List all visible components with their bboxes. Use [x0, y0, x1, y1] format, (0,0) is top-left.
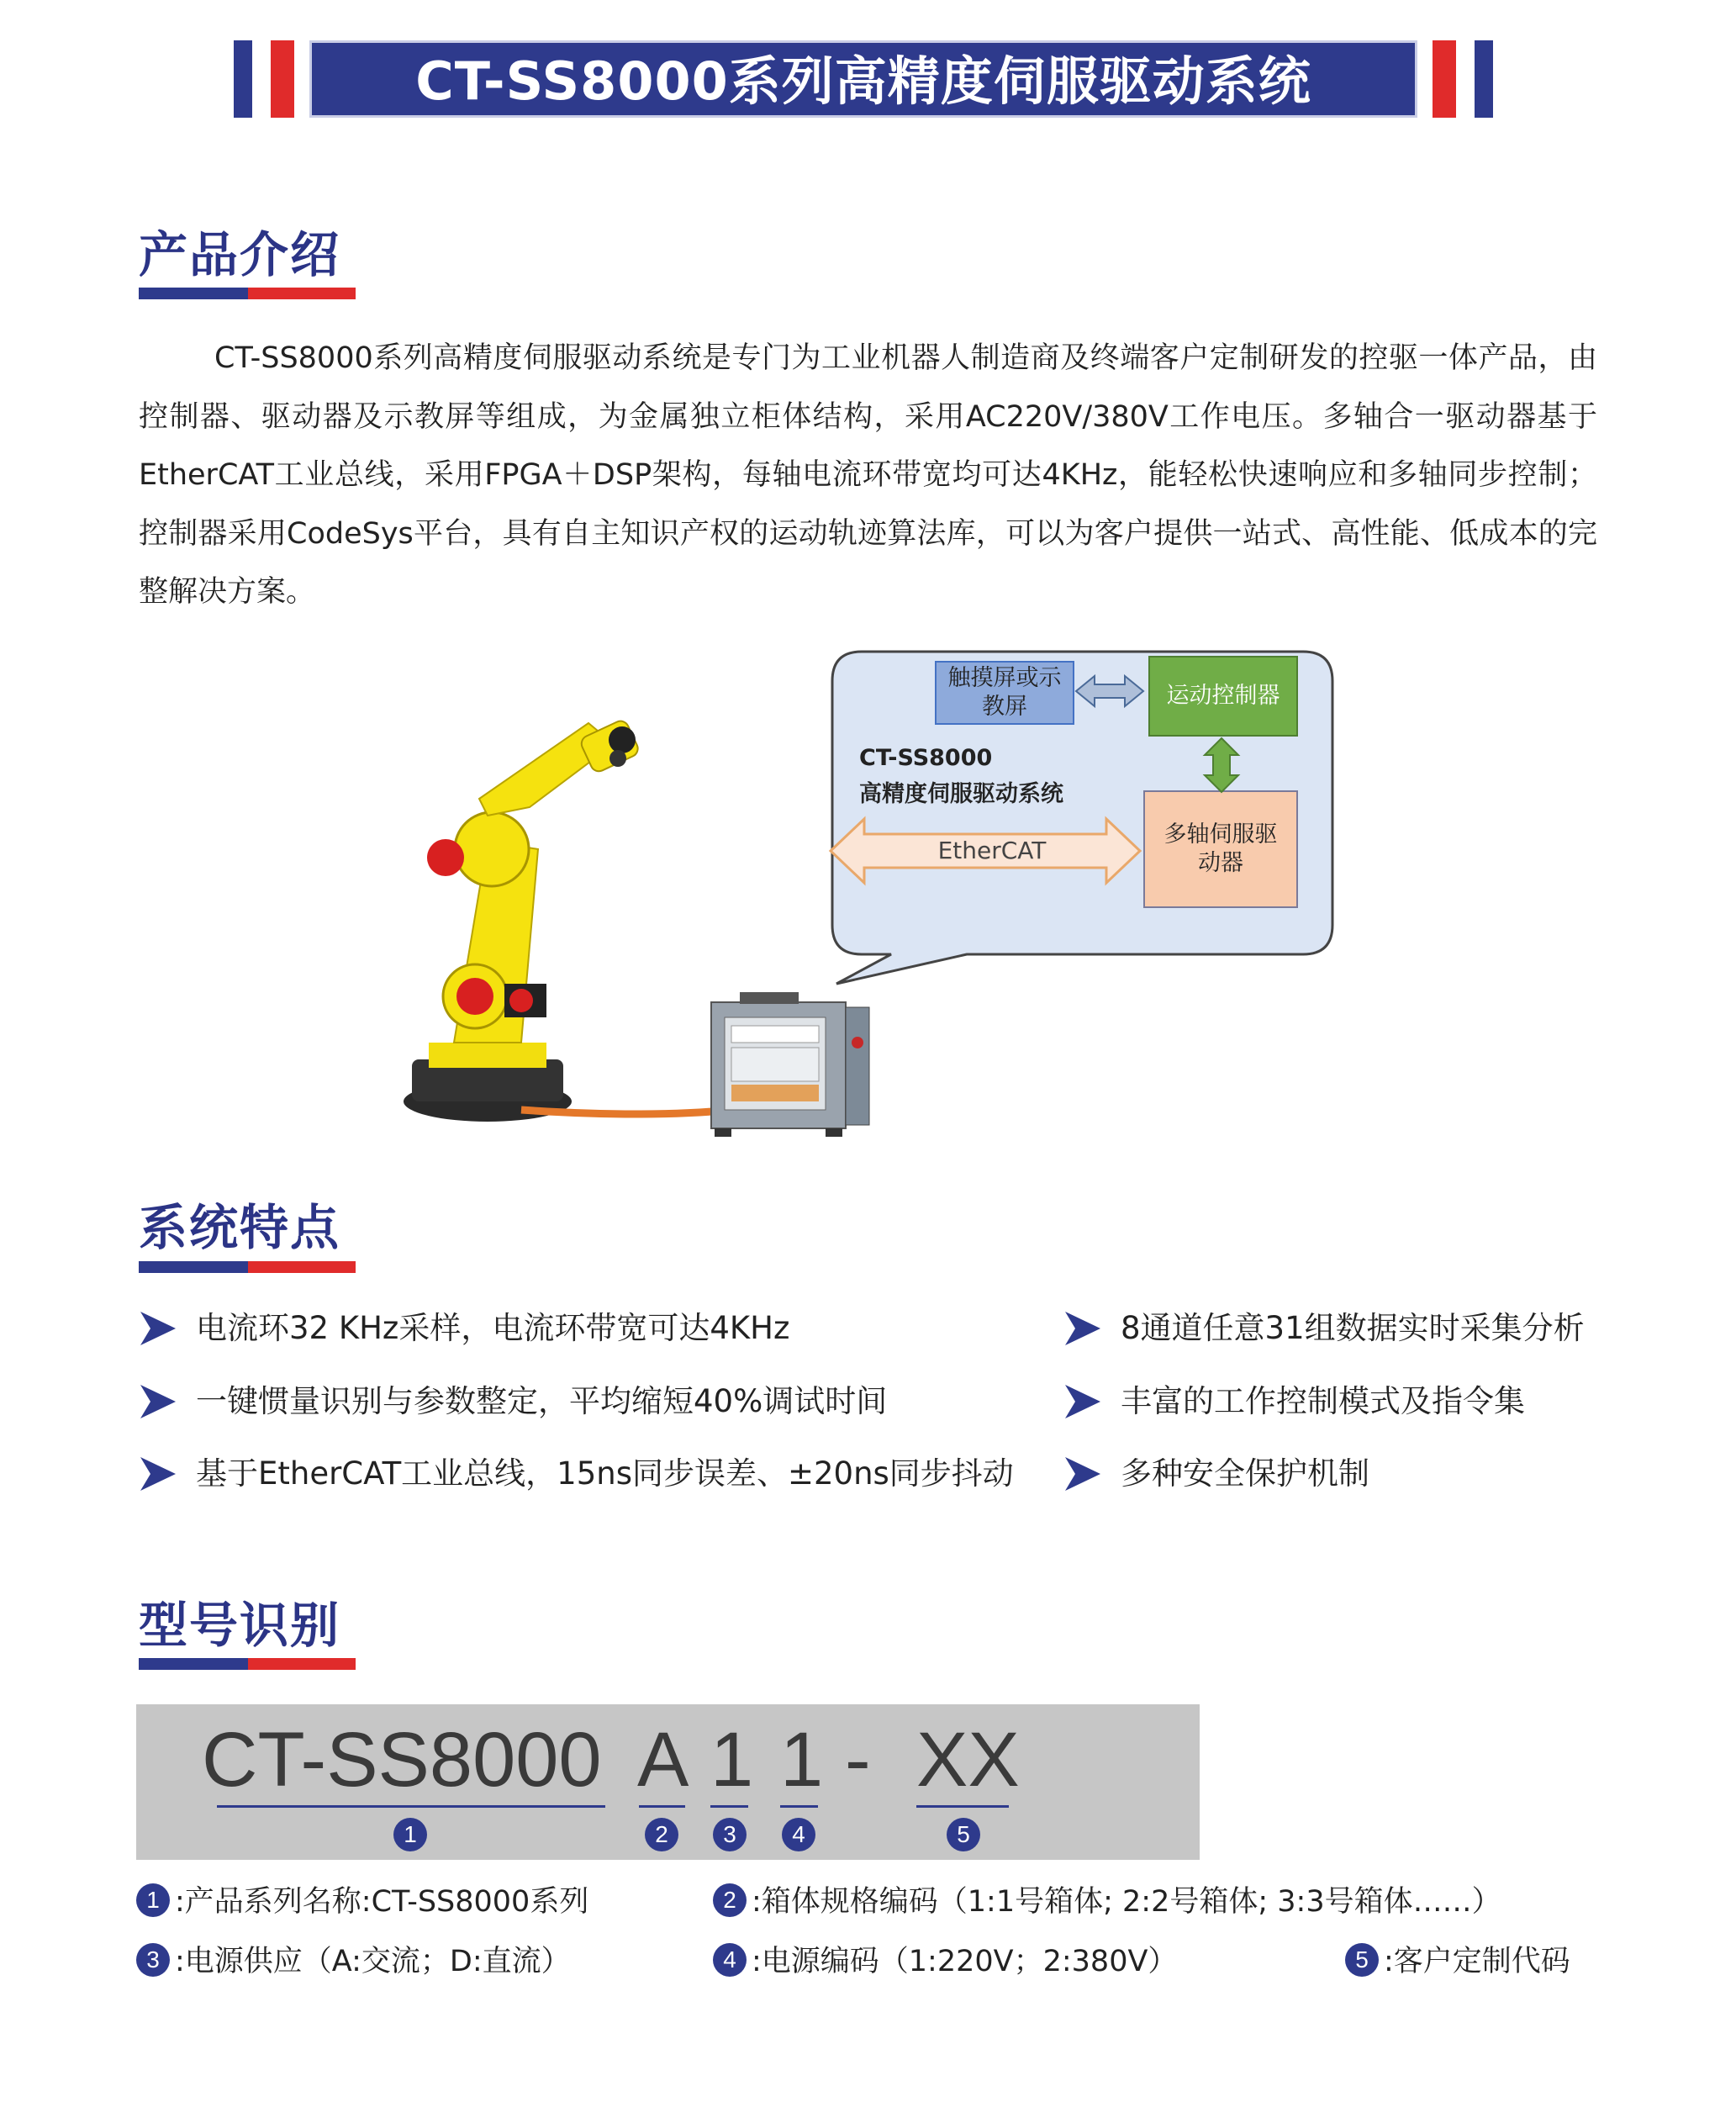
section-title-features: 系统特点	[139, 1199, 341, 1256]
diagram-servo-driver: 多轴伺服驱动器	[1143, 790, 1298, 908]
model-code-underline	[217, 1805, 605, 1808]
feature-text: 基于EtherCAT工业总线，15ns同步误差、±20ns同步抖动	[196, 1455, 1014, 1492]
diagram-motion-controller: 运动控制器	[1148, 656, 1298, 737]
legend-text: :电源供应（A:交流；D:直流）	[175, 1945, 571, 1978]
chevron-right-icon	[1063, 1455, 1102, 1492]
model-code-underline	[780, 1805, 818, 1808]
feature-text: 8通道任意31组数据实时采集分析	[1121, 1310, 1585, 1346]
section-title-model: 型号识别	[139, 1597, 341, 1654]
legend-item	[136, 1943, 571, 1980]
legend-number: 1	[136, 1883, 170, 1917]
diagram-touch-screen: 触摸屏或示教屏	[935, 661, 1074, 725]
legend-item	[136, 1883, 588, 1920]
legend-text: :箱体规格编码（1:1号箱体; 2:2号箱体; 3:3号箱体……）	[752, 1885, 1501, 1919]
page-title: CT-SS8000系列高精度伺服驱动系统	[309, 40, 1417, 118]
model-code-underline	[916, 1805, 1009, 1808]
banner-flag-left	[234, 40, 294, 118]
model-code-number: 3	[713, 1818, 747, 1851]
chevron-right-icon	[139, 1310, 177, 1347]
model-code-custom: XX	[916, 1717, 1020, 1803]
feature-text: 丰富的工作控制模式及指令集	[1121, 1383, 1525, 1419]
feature-text: 电流环32 KHz采样，电流环带宽可达4KHz	[196, 1310, 790, 1346]
legend-text: :电源编码（1:220V；2:380V）	[752, 1945, 1178, 1978]
chevron-right-icon	[139, 1383, 177, 1420]
model-code-underline	[639, 1805, 685, 1808]
feature-text: 多种安全保护机制	[1121, 1455, 1369, 1492]
legend-text: :客户定制代码	[1384, 1945, 1570, 1978]
intro-paragraph: CT-SS8000系列高精度伺服驱动系统是专门为工业机器人制造商及终端客户定制研发的控驱一体产品，由控制器、驱动器及示教屏等组成，为金属独立柜体结构，采用AC220V/380V工作电压。多轴合一驱动器基于EtherCAT工业总线，采用FPGA＋DSP架构，每轴电流环带宽均可达4KHz，能轻松快速响应和多轴同步控制；控制器采用CodeSys平台，具有自主知识产权的运动轨迹算法库，可以为客户提供一站式、高性能、低成本的完整解决方案。	[139, 341, 1597, 609]
feature-text: 一键惯量识别与参数整定，平均缩短40%调试时间	[196, 1383, 888, 1419]
section-underline-model	[139, 1658, 356, 1670]
chevron-right-icon	[1063, 1383, 1102, 1420]
legend-number: 2	[713, 1883, 747, 1917]
legend-number: 3	[136, 1943, 170, 1977]
legend-item	[713, 1883, 1501, 1920]
section-underline-intro	[139, 288, 356, 299]
model-code-number: 1	[393, 1818, 427, 1851]
chevron-right-icon	[139, 1455, 177, 1492]
legend-item	[1345, 1943, 1570, 1980]
model-code-dash: -	[845, 1717, 871, 1803]
legend-number: 4	[713, 1943, 747, 1977]
diagram-system-title-1: CT-SS8000	[859, 745, 993, 771]
model-code-underline	[710, 1805, 748, 1808]
model-code-power-code: 1	[780, 1717, 824, 1803]
model-code-series: CT-SS8000	[202, 1717, 602, 1803]
chevron-right-icon	[1063, 1310, 1102, 1347]
legend-item	[713, 1943, 1177, 1980]
section-title-intro: 产品介绍	[139, 226, 341, 283]
diagram-system-title-2: 高精度伺服驱动系统	[859, 781, 1063, 807]
section-underline-features	[139, 1261, 356, 1273]
model-code-cabinet: A	[637, 1717, 689, 1803]
control-cabinet-illustration	[706, 992, 874, 1139]
legend-number: 5	[1345, 1943, 1379, 1977]
model-code-number: 4	[782, 1818, 815, 1851]
diagram-ethercat-label: EtherCAT	[937, 837, 1047, 864]
banner-flag-right	[1433, 40, 1493, 118]
model-code-number: 2	[645, 1818, 678, 1851]
legend-text: :产品系列名称:CT-SS8000系列	[175, 1885, 589, 1919]
model-code-power-supply: 1	[710, 1717, 754, 1803]
model-code-number: 5	[947, 1818, 980, 1851]
